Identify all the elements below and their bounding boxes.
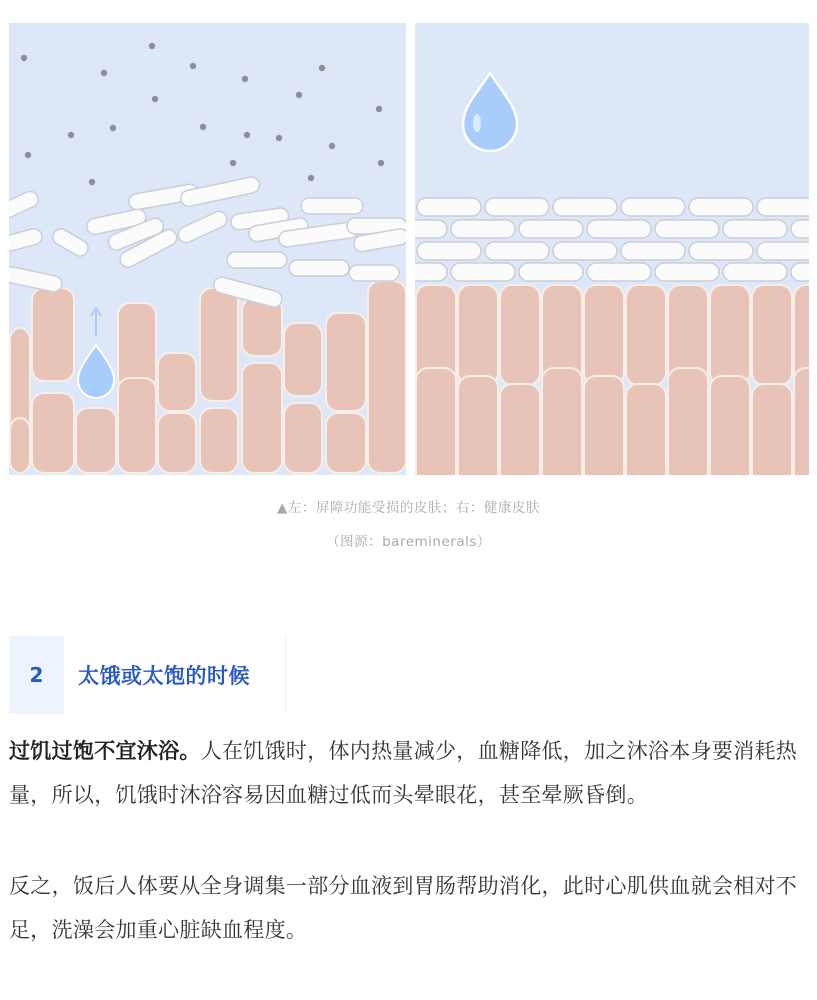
- lipid-scattered: [289, 260, 349, 276]
- skin-cell: [500, 285, 540, 385]
- skin-cell: [10, 418, 30, 473]
- lipid-layered: [485, 242, 549, 260]
- skin-cell: [284, 323, 322, 396]
- lipid-layered: [451, 263, 515, 281]
- lipid-layered: [417, 242, 481, 260]
- lipid-scattered: [301, 198, 363, 214]
- lipid-layered: [655, 220, 719, 238]
- skin-cell: [32, 288, 74, 381]
- skin-cell: [158, 413, 196, 473]
- dust-particle: [110, 125, 116, 131]
- healthy-skin-panel: [383, 23, 809, 475]
- dust-particle: [68, 132, 74, 138]
- dust-particle: [308, 175, 314, 181]
- paragraph-1: [9, 729, 809, 817]
- skin-cell: [626, 285, 666, 385]
- lipid-layered: [757, 198, 809, 216]
- skin-cell: [326, 313, 366, 411]
- lipid-layered: [723, 220, 787, 238]
- lipid-scattered: [349, 265, 399, 281]
- dust-particle: [25, 152, 31, 158]
- lipid-layered: [723, 263, 787, 281]
- skin-cell: [76, 408, 116, 473]
- skin-cell: [200, 408, 238, 473]
- skin-cell: [368, 281, 406, 473]
- dust-particle: [200, 124, 206, 130]
- dust-particle: [376, 106, 382, 112]
- dust-particle: [21, 55, 27, 61]
- skin-cell: [584, 376, 624, 475]
- skin-cell: [326, 413, 366, 473]
- lipid-layered: [757, 242, 809, 260]
- dust-particle: [276, 135, 282, 141]
- lipid-layered: [791, 220, 809, 238]
- paragraph-1-body: 人在饥饿时，体内热量减少，血糖降低，加之沐浴本身要消耗热量，所以，饥饿时沐浴容易因血糖过低而头晕眼花，甚至晕厥昏倒。: [9, 739, 798, 807]
- skin-cell: [284, 403, 322, 473]
- lipid-layered: [791, 263, 809, 281]
- skin-cell: [794, 368, 809, 475]
- lipid-layered: [451, 220, 515, 238]
- figure-source: （图源：bareminerals）: [326, 534, 491, 550]
- paragraph-1-lead: 过饥过饱不宜沐浴。: [9, 739, 201, 763]
- lipid-layered: [519, 263, 583, 281]
- skin-cell: [242, 363, 282, 473]
- lipid-layered: [655, 263, 719, 281]
- lipid-layered: [587, 263, 651, 281]
- dust-particle: [149, 43, 155, 49]
- skin-cell: [32, 393, 74, 473]
- skin-cell: [752, 384, 792, 475]
- skin-cell: [710, 285, 750, 385]
- lipid-layered: [621, 198, 685, 216]
- lipid-scattered: [227, 252, 287, 268]
- lipid-layered: [621, 242, 685, 260]
- lipid-layered: [417, 198, 481, 216]
- skin-barrier-illustration: [9, 23, 809, 475]
- skin-cell: [416, 368, 456, 475]
- lipid-layered: [587, 220, 651, 238]
- skin-cell: [118, 378, 156, 473]
- dust-particle: [319, 65, 325, 71]
- skin-cell: [458, 285, 498, 385]
- section-title: 太饿或太饱的时候: [78, 664, 250, 688]
- skin-cell: [626, 384, 666, 475]
- skin-cell: [158, 353, 196, 411]
- lipid-layered: [689, 242, 753, 260]
- dust-particle: [89, 179, 95, 185]
- skin-cell: [668, 368, 708, 475]
- dust-particle: [242, 76, 248, 82]
- damaged-skin-panel: [9, 23, 410, 475]
- dust-particle: [244, 132, 250, 138]
- skin-cell: [752, 285, 792, 385]
- dust-particle: [230, 160, 236, 166]
- lipid-layered: [485, 198, 549, 216]
- paragraph-2: 反之，饭后人体要从全身调集一部分血液到胃肠帮助消化，此时心肌供血就会相对不足，洗澡会加重心脏缺血程度。: [9, 874, 798, 942]
- skin-cell: [200, 288, 238, 401]
- dust-particle: [329, 143, 335, 149]
- lipid-layered: [553, 242, 617, 260]
- skin-cell: [584, 285, 624, 385]
- figure-caption: ▲左：屏障功能受损的皮肤；右：健康皮肤: [277, 500, 540, 516]
- skin-cell: [500, 384, 540, 475]
- dust-particle: [101, 70, 107, 76]
- lipid-layered: [553, 198, 617, 216]
- lipid-layered: [689, 198, 753, 216]
- section-header: [9, 636, 286, 714]
- skin-cell: [458, 376, 498, 475]
- skin-cell: [710, 376, 750, 475]
- lipid-layered: [519, 220, 583, 238]
- dust-particle: [190, 63, 196, 69]
- dust-particle: [378, 160, 384, 166]
- dust-particle: [152, 96, 158, 102]
- dust-particle: [296, 92, 302, 98]
- skin-cell: [542, 368, 582, 475]
- section-number: 2: [9, 636, 64, 714]
